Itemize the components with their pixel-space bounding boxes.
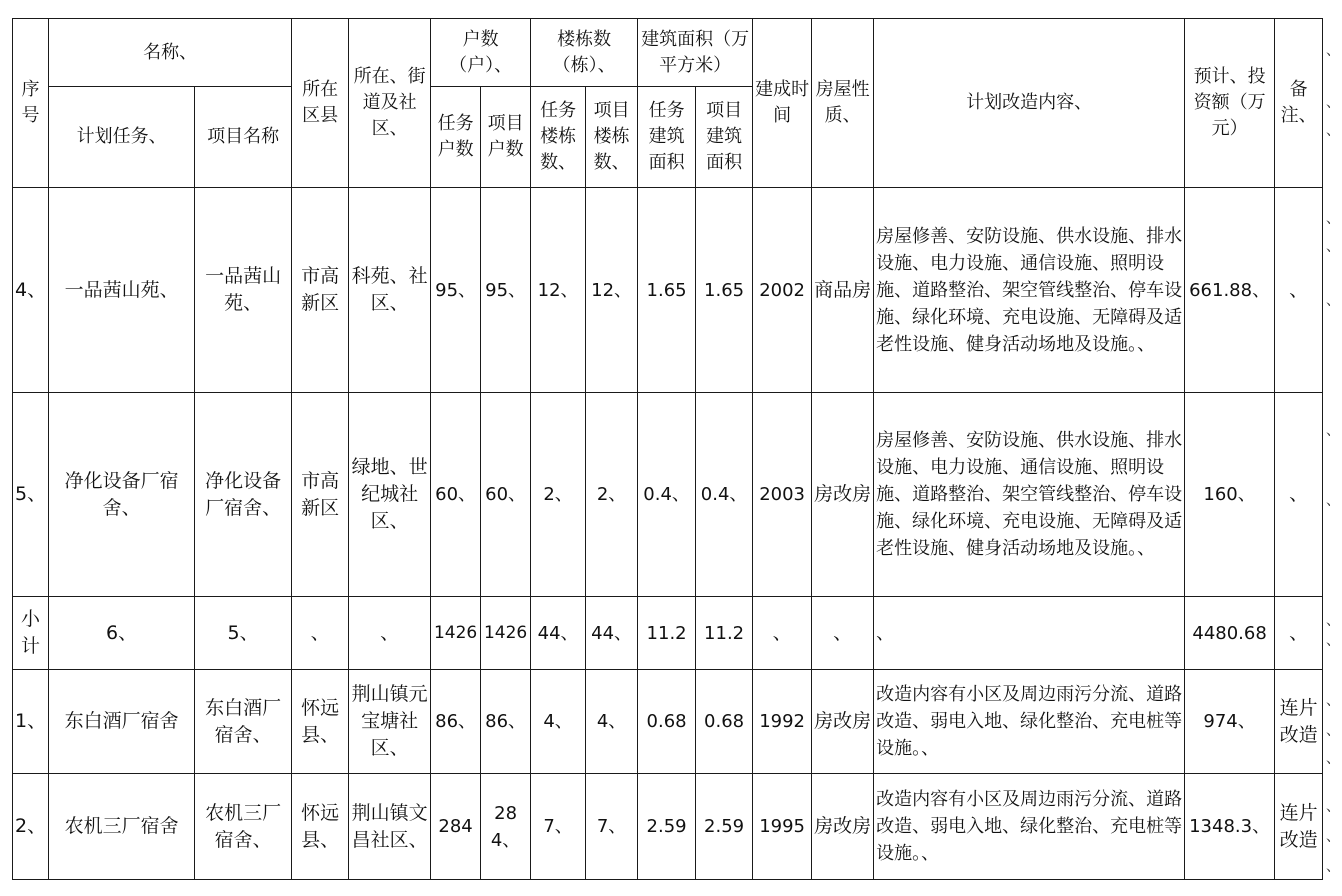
cell-house-type: 房改房 — [812, 774, 874, 880]
cell-task-area: 0.68 — [638, 670, 696, 774]
edge-mark: 、 — [1326, 751, 1340, 767]
cell-plan-task: 东白酒厂宿舍 — [49, 670, 195, 774]
cell-project-name: 一品茜山苑、 — [195, 188, 292, 393]
cell-street: 荆山镇元宝塘社区、 — [349, 670, 431, 774]
header-built-year: 建成时间 — [753, 19, 812, 188]
cell-seq: 1、 — [13, 670, 49, 774]
cell-project-buildings: 44、 — [586, 597, 638, 670]
cell-project-area: 1.65 — [696, 188, 753, 393]
cell-project-name: 5、 — [195, 597, 292, 670]
header-district: 所在区县 — [292, 19, 349, 188]
header-street: 所在、街道及社区、 — [349, 19, 431, 188]
cell-task-households: 1426 — [431, 597, 481, 670]
cell-task-buildings: 7、 — [531, 774, 586, 880]
cell-task-area: 1.65 — [638, 188, 696, 393]
cell-built-year: 2002 — [753, 188, 812, 393]
cell-district: 市高新区 — [292, 393, 349, 597]
cell-plan-content: 、 — [874, 597, 1185, 670]
cell-seq: 5、 — [13, 393, 49, 597]
edge-mark: 、 — [1326, 95, 1340, 111]
header-plan-task: 计划任务、 — [49, 87, 195, 188]
cell-investment: 160、 — [1185, 393, 1275, 597]
cell-street: 绿地、世纪城社区、 — [349, 393, 431, 597]
header-project-buildings: 项目楼栋数、 — [586, 87, 638, 188]
edge-mark: 、 — [1326, 211, 1340, 227]
cell-project-name: 农机三厂宿舍、 — [195, 774, 292, 880]
edge-mark: 、 — [1326, 123, 1340, 139]
cell-task-buildings: 44、 — [531, 597, 586, 670]
cell-project-area: 2.59 — [696, 774, 753, 880]
cell-task-area: 2.59 — [638, 774, 696, 880]
cell-plan-content: 房屋修善、安防设施、供水设施、排水设施、电力设施、通信设施、照明设施、道路整治、架空管线整治、停车设施、绿化环境、充电设施、无障碍及适老性设施、健身活动场地及设施。、 — [874, 188, 1185, 393]
header-project-area: 项目建筑面积 — [696, 87, 753, 188]
cell-remark: 、 — [1275, 188, 1323, 393]
cell-investment: 1348.3、 — [1185, 774, 1275, 880]
table-row — [13, 188, 1323, 393]
edge-mark: 、 — [1326, 693, 1340, 709]
header-task-buildings: 任务楼栋数、 — [531, 87, 586, 188]
edge-mark: 、 — [1326, 859, 1340, 875]
cell-street: 荆山镇文昌社区、 — [349, 774, 431, 880]
cell-plan-task: 一品茜山苑、 — [49, 188, 195, 393]
cell-district: 怀远县、 — [292, 774, 349, 880]
subtotal-row — [13, 597, 1323, 670]
edge-mark: 、 — [1326, 493, 1340, 509]
edge-mark: 、 — [1326, 613, 1340, 629]
cell-project-area: 11.2 — [696, 597, 753, 670]
cell-investment: 661.88、 — [1185, 188, 1275, 393]
edge-mark: 、 — [1326, 723, 1340, 739]
header-house-type: 房屋性质、 — [812, 19, 874, 188]
cell-plan-task: 6、 — [49, 597, 195, 670]
cell-plan-task: 净化设备厂宿舍、 — [49, 393, 195, 597]
cell-task-households: 86、 — [431, 670, 481, 774]
cell-plan-content: 改造内容有小区及周边雨污分流、道路改造、弱电入地、绿化整治、充电桩等设施。、 — [874, 774, 1185, 880]
cell-house-type: 房改房 — [812, 670, 874, 774]
header-plan-content: 计划改造内容、 — [874, 19, 1185, 188]
header-project-name: 项目名称 — [195, 87, 292, 188]
header-task-area: 任务建筑面积 — [638, 87, 696, 188]
header-name-group: 名称、 — [49, 19, 292, 87]
cell-project-area: 0.68 — [696, 670, 753, 774]
cell-seq: 4、 — [13, 188, 49, 393]
cell-plan-task: 农机三厂宿舍 — [49, 774, 195, 880]
cell-built-year: 、 — [753, 597, 812, 670]
cell-seq: 小计 — [13, 597, 49, 670]
cell-built-year: 1992 — [753, 670, 812, 774]
header-project-households: 项目户数 — [481, 87, 531, 188]
renovation-plan-table — [12, 18, 1323, 880]
cell-task-buildings: 4、 — [531, 670, 586, 774]
header-seq: 序号 — [13, 19, 49, 188]
cell-remark: 、 — [1275, 597, 1323, 670]
edge-mark: 、 — [1326, 829, 1340, 845]
edge-mark: 、 — [1326, 799, 1340, 815]
cell-project-households: 1426 — [481, 597, 531, 670]
cell-district: 怀远县、 — [292, 670, 349, 774]
cell-project-households: 86、 — [481, 670, 531, 774]
header-households-group: 户数（户）、 — [431, 19, 531, 87]
cell-house-type: 房改房 — [812, 393, 874, 597]
cell-project-buildings: 7、 — [586, 774, 638, 880]
cell-plan-content: 改造内容有小区及周边雨污分流、道路改造、弱电入地、绿化整治、充电桩等设施。、 — [874, 670, 1185, 774]
cell-task-buildings: 12、 — [531, 188, 586, 393]
cell-task-households: 95、 — [431, 188, 481, 393]
cell-investment: 4480.68 — [1185, 597, 1275, 670]
cell-seq: 2、 — [13, 774, 49, 880]
edge-mark: 、 — [1326, 293, 1340, 309]
cell-house-type: 、 — [812, 597, 874, 670]
cell-task-buildings: 2、 — [531, 393, 586, 597]
header-investment: 预计、投资额（万元） — [1185, 19, 1275, 188]
cell-project-name: 东白酒厂宿舍、 — [195, 670, 292, 774]
cell-remark: 连片改造 — [1275, 774, 1323, 880]
cell-project-buildings: 2、 — [586, 393, 638, 597]
edge-mark: 、 — [1326, 423, 1340, 439]
cell-district: 、 — [292, 597, 349, 670]
cell-remark: 连片改造 — [1275, 670, 1323, 774]
header-buildings-group: 楼栋数（栋）、 — [531, 19, 638, 87]
cell-task-area: 0.4、 — [638, 393, 696, 597]
cell-project-buildings: 4、 — [586, 670, 638, 774]
cell-plan-content: 房屋修善、安防设施、供水设施、排水设施、电力设施、通信设施、照明设施、道路整治、架空管线整治、停车设施、绿化环境、充电设施、无障碍及适老性设施、健身活动场地及设施。、 — [874, 393, 1185, 597]
cell-remark: 、 — [1275, 393, 1323, 597]
cell-task-households: 284 — [431, 774, 481, 880]
cell-street: 、 — [349, 597, 431, 670]
cell-built-year: 1995 — [753, 774, 812, 880]
header-task-households: 任务户数 — [431, 87, 481, 188]
edge-mark: 、 — [1326, 633, 1340, 649]
edge-mark: 、 — [1326, 43, 1340, 59]
cell-built-year: 2003 — [753, 393, 812, 597]
cell-project-households: 284、 — [481, 774, 531, 880]
cell-project-households: 95、 — [481, 188, 531, 393]
table-row — [13, 774, 1323, 880]
cell-project-area: 0.4、 — [696, 393, 753, 597]
header-area-group: 建筑面积（万平方米） — [638, 19, 753, 87]
header-row-1 — [13, 19, 1323, 87]
table-row — [13, 670, 1323, 774]
cell-task-households: 60、 — [431, 393, 481, 597]
table-row — [13, 393, 1323, 597]
cell-project-buildings: 12、 — [586, 188, 638, 393]
cell-task-area: 11.2 — [638, 597, 696, 670]
cell-house-type: 商品房 — [812, 188, 874, 393]
cell-project-name: 净化设备厂宿舍、 — [195, 393, 292, 597]
cell-district: 市高新区 — [292, 188, 349, 393]
cell-investment: 974、 — [1185, 670, 1275, 774]
edge-mark: 、 — [1326, 239, 1340, 255]
cell-project-households: 60、 — [481, 393, 531, 597]
renovation-plan-sheet — [12, 18, 1323, 880]
cell-street: 科苑、社区、 — [349, 188, 431, 393]
header-remark: 备注、 — [1275, 19, 1323, 188]
